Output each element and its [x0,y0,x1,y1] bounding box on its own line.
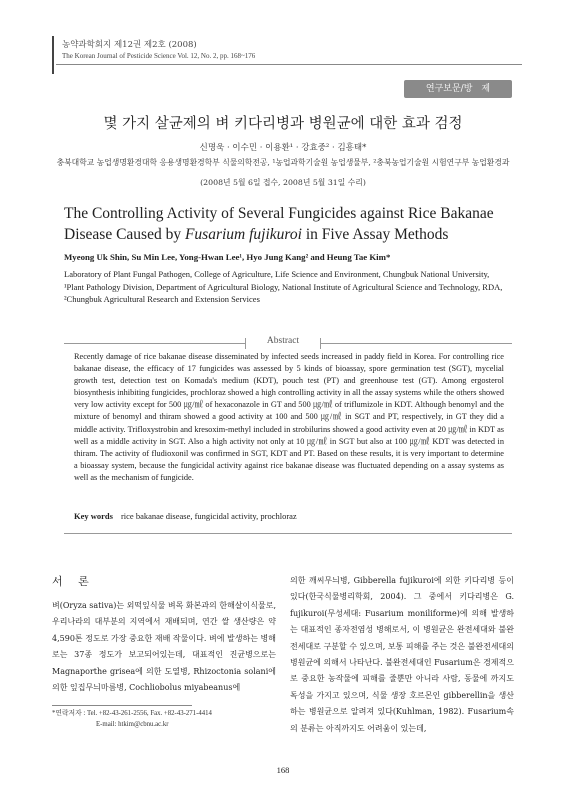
affiliations-korean: 충북대학교 농업생명환경대학 응용생명환경학부 식물의학전공, ¹농업과학기술원 농업생물부, ²충북농업기술원 시험연구부 농업환경과 [56,158,510,167]
title-english-species: Fusarium fujikuroi [184,226,302,243]
title-english-part2: in Five Assay Methods [301,226,449,243]
category-badge: 연구보문/방 제 [404,80,512,98]
authors-korean: 신명욱 · 이수민 · 이용환¹ · 강효중² · 김흥태* [199,143,367,153]
keywords [74,511,504,521]
body-column-right: 의한 깨씨무늬병, Gibberella fujikuroi에 의한 키다리병 등이 있다(한국식물병리학회, 2004). 그 중에서 키다리병은 G. fujikuroi(무성세대: Fusarium moniliforme)에 의해 발생하는 대표적인 종자전염성 병해로서, 이 병원균은 완전세대와 불완전세대로 구분할 수 있으며, 보통 피해를 주는 것은 불완전세대의 병원균에 의해서 나타난다. 불완전세대인 Fusarium은 경제적으로 중요한 농작물에 피해를 줄뿐만 아니라 사람, 동물에 까지도 독성을 가지고 있으며, 식물 생장 호르몬인 gibberellin을 생산하는 병원균으로 알려져 있다(Kuhlman, 1982). Fusarium속의 분류는 아직까지도 어려움이 있는데, [290,576,514,733]
abstract-body: Recently damage of rice bakanae disease disseminated by infected seeds increased in paddy field in Korea. For controlling rice bakanae disease, the efficacy of 17 fungicides was assessed by 5 kinds of bioassay, spore germination test (SGT), mycelial growth test, detection test on Komada's medium (KDT), pouch test (PT) and greenhouse test (GT). Among ergosterol biosynthesis inhibiting fungicides, prochloraz showed a high controlling activity in all the assay systems while the others showed very low activity except for 500 ㎍/㎖ of hexaconazole in GT and 500 ㎍/㎖ of triflumizole in KDT. Although benomyl and the mixture of benomyl and thiram showed a good activity at 100 and 500 ㎍/㎖ in SGT and PT, respectively, in GT they did a middle activity. Trifloxystrobin and kresoxim-methyl included in strobilurins showed a good activity even at 20 ㎍/㎖ in KDT as well as a middle activity in SGT. Also a high activity not only at 10 ㎍/㎖ in SGT but also at 100 ㎍/㎖ KDT was detected in thiram. The activity of fludioxonil was confirmed in SGT, KDT and PT. Based on these results, it is very important to determine a bioassay system, because the fungicidal activity against rice bakanae disease was fluctuated depending on a assay systems as well as the mechanism of fungicide. [74,352,504,482]
journal-title-korean: 농약과학회지 제12권 제2호 (2008) [62,40,197,50]
footnote-email: E-mail: htkim@cbnu.ac.kr [96,721,169,728]
footnote-contact: *연락저자 : Tel. +82-43-261-2556, Fax. +82-43-271-4414 [52,710,212,717]
authors-english: Myeong Uk Shin, Su Min Lee, Yong-Hwan Lee¹, Hyo Jung Kang² and Heung Tae Kim* [64,252,391,262]
received-dates: (2008년 5월 6일 접수, 2008년 5월 31일 수리) [200,178,366,187]
header-rule-vertical [52,36,54,74]
header-rule [56,64,522,65]
abstract-rule-right [320,343,512,344]
page-number: 168 [276,765,290,775]
affiliations-english: Laboratory of Plant Fungal Pathogen, College of Agriculture, Life Science and Environment, Chungbuk National University, ¹Plant Pathology Division, Department of Agricultural Biology, National Institute of Agricultural Science and Technology, RDA, ²Chungbuk Agricultural Research and Extension Services [64,269,503,304]
body-column-left: 벼(Oryza sativa)는 외떡잎식물 벼목 화본과의 한해살이식물로, 우리나라의 대부분의 지역에서 재배되며, 연간 쌀 생산량은 약 4,590톤 정도로 가장 중요한 재배 작물이다. 벼에 발생하는 병해로는 37종 정도가 보고되어있는데, 대표적인 진균병으로는 Magnaporthe grisea에 의한 도열병, Rhizoctonia solani에 의한 잎집무늬마름병, Cochliobolus miyabeanus에 [52,601,276,693]
journal-citation: The Korean Journal of Pesticide Science Vol. 12, No. 2, pp. 168~176 [62,52,256,60]
abstract-rule-bottom [64,533,512,534]
abstract-heading: Abstract [266,336,300,346]
title-english-part1: The Controlling Activity of Several Fungicides against Rice Bakanae Disease Caused by [64,205,494,243]
keywords-label: Key words [74,511,113,521]
abstract-rule-left [64,343,246,344]
keywords-text: rice bakanae disease, fungicidal activity, prochloraz [120,511,297,521]
title-english [64,203,514,245]
title-korean: 몇 가지 살균제의 벼 키다리병과 병원균에 대한 효과 검정 [103,116,463,132]
corresponding-author-footnote [52,708,282,730]
section-heading-introduction: 서 론 [52,575,95,588]
footnote-rule [52,705,192,706]
